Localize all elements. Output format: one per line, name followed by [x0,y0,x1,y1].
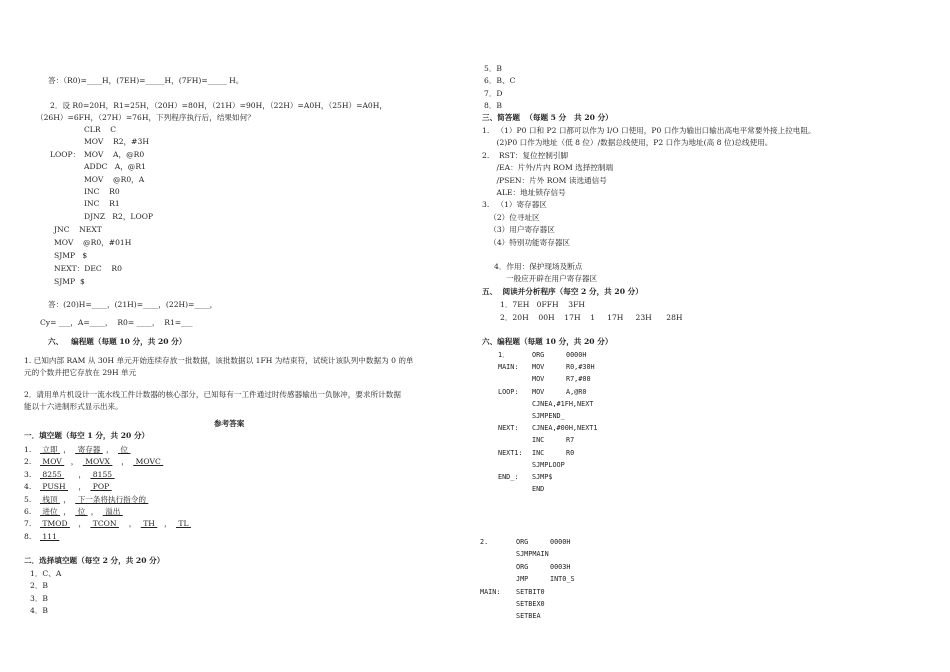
fill-answer-blank: 111 [40,531,60,541]
short-answer-line: （4）特别功能寄存器区 [482,237,571,247]
separator: ， [78,482,86,492]
fill-answer-blank: 8155 [90,469,115,479]
answer-line-1: 答：（R0)=____H，(7EH)=_____H，(7FH)=_____ H。 [48,76,244,85]
fill-answer-number: 2. [24,457,32,467]
program-1-line-1: 1. 已知内部 RAM 从 30H 单元开始连续存放一批数据，该批数据以 1FH 为结束符，试统计该队列中数据为 0 的单 [24,356,414,365]
fill-answer-number: 1. [24,445,32,454]
code-line: SJMP $ [54,277,85,286]
separator: ， [121,457,129,467]
choice-title: 二．选择填空题（每空 2 分，共 20 分） [24,556,165,565]
code-label: END_: [498,473,519,481]
fill-answer-blank: 下一条将执行指令的 [75,494,149,504]
code-arg: R0,#30H [566,363,595,372]
short-answer-line: 3. （1）寄存器区 [482,200,547,210]
code-arg: R7,#00 [566,375,591,384]
code-line: MOV @R0，A [84,174,145,184]
separator: ， [128,519,137,529]
code-label: MAIN: [498,363,519,372]
code-arg: R0 [566,448,575,457]
fill-answer-blank: 8255 [40,469,65,479]
reference-answers-title: 参考答案 [214,419,245,428]
fill-answer-blank: 位 [75,507,88,516]
code-label: NEXT: [498,424,519,433]
code-arg: INT0_S [550,575,575,584]
code-op: SETBEA [516,612,541,621]
short-answer-line: （2）位寻址区 [482,212,540,222]
separator: ， [63,494,71,504]
fill-answer-blank: 栈顶 [40,494,61,504]
fill-answer-blank: 进位 [40,507,61,516]
separator: ， [78,519,86,529]
choice-answer: 1．C、A [30,569,62,578]
code-op: CJNEA,#00H,NEXT1 [532,424,598,433]
choice-answer: 4．B [30,606,49,616]
code-op: SETBEX0 [516,600,545,608]
program-2-line-2: 能以十六进制形式显示出来。 [24,402,123,411]
code-line: MOV @R0，#01H [54,238,132,247]
fill-answer-blank: TL [176,519,191,529]
short-answer-line: ALE：地址锁存信号 [482,188,566,197]
fill-answer-blank: TMOD [40,519,70,529]
section-5-line-1: 1．7EH 0FFH 3FH [500,300,586,309]
short-answer-line: /PSEN：片外 ROM 读选通信号 [482,175,607,185]
separator: ， [164,519,172,529]
fill-answer-blank: MOVX [82,457,113,467]
question-2-line-2: （26H）=6FH，（27H）=76H，下列程序执行后，结果如何？ [36,113,255,122]
fill-answer-blank: 寄存器 [75,445,103,454]
code-line: DJNZ R2，LOOP [84,211,154,221]
fill-answer-number: 7. [24,519,32,529]
code-op: MOV [532,387,545,396]
choice-answer: 8．B [484,101,503,111]
code-label: NEXT1: [498,448,523,457]
code-label: 2. [480,538,489,546]
fill-answer-number: 8. [24,531,32,541]
choice-answer: 2．B [30,581,49,591]
code-op: INC [532,448,545,457]
code-op: MOV [532,375,545,384]
code-op: ORG [532,351,545,359]
fill-answer-blank: PUSH [40,482,69,492]
fill-answer-number: 5. [24,494,32,504]
fill-answer-number: 3. [24,469,32,479]
code-op: CJNEA,#1FH,NEXT [532,399,594,408]
short-answer-line: 1. （1）P0 口和 P2 口都可以作为 I/O 口使用，P0 口作为输出口输出高电平常要外接上拉电阻。 [482,126,816,135]
short-answer-title: 三、简答题 （每题 5 分 共 20 分） [482,113,613,122]
code-op: SJMP$ [532,473,553,481]
fill-answer-blank: POP [90,482,112,492]
separator: ， [90,507,99,516]
code-line: INC R0 [84,187,120,196]
code-line: NEXT：DEC R0 [54,264,122,273]
fill-answer-blank: 位 [118,445,131,454]
separator: ， [78,469,86,479]
code-line: JNC NEXT [54,225,102,234]
separator: ， [106,445,114,454]
code-label: MAIN: [480,587,501,596]
code-op: JMP [516,575,529,584]
code-op: MOV [532,363,545,372]
fill-answer-blank: MOVC [133,457,164,467]
code-line: INC R1 [84,199,120,209]
section-5-line-2: 2．20H 00H 17H 1 17H 23H 28H [500,313,683,322]
fill-answer-number: 6. [24,507,32,516]
program-2-line-1: 2．请用单片机设计一流水线工件计数器的核心部分，已知每有一工件通过时传感器输出一负脉冲，要求所计数据 [24,390,401,399]
short-answer-line: 2. RST：复位控制引脚 [482,150,569,160]
fill-answer-blank: 溢出 [102,507,123,516]
short-answer-4-line-2: 一般应开辟在用户寄存器区 [506,274,598,283]
choice-answer: 3．B [30,593,49,603]
section-6-title: 六、 编程题（每题 10 分，共 20 分） [48,337,187,346]
program-1-line-2: 元的个数并把它存放在 29H 单元 [24,368,137,377]
section-6-answer-title: 六、编程题（每题 10 分，共 20 分） [482,337,613,346]
code-line: ADDC A，@R1 [84,162,146,172]
choice-answer: 5．B [484,64,503,73]
code-op: SJMPMAIN [516,550,549,559]
separator: ， [63,445,71,454]
short-answer-line: /EA：片外/片内 ROM 选择控制端 [482,163,614,173]
short-answer-line: (2)P0 口作为地址（低 8 位）/数据总线使用，P2 口作为地址(高 8 位)总线使用。 [482,138,773,148]
code-op: SJMPLOOP [532,460,565,469]
code-arg: 0000H [550,538,571,546]
separator: ， [63,507,71,516]
code-arg: A,@R0 [566,387,587,396]
code-op: SJMPEND_ [532,412,565,420]
code-op: ORG [516,538,529,546]
code-arg: 0000H [566,351,587,359]
question-2-line-1: 2．设 R0=20H，R1=25H，（20H）=80H，（21H）=90H，（22H）=A0H，（25H）=A0H， [50,101,387,110]
code-line: MOV A，@R0 [84,149,145,159]
code-arg: 0003H [550,562,571,571]
fill-blank-title: 一．填空题（每空 1 分，共 20 分） [24,431,150,440]
code-line: CLR C [84,125,117,134]
short-answer-4-line-1: 4．作用：保护现场及断点 [494,262,583,271]
code-arg: R7 [566,436,575,445]
choice-answer: 7．D [484,88,503,98]
answer-line-3: Cy= ___，A=____， R0= ____， R1=___ [40,318,193,327]
answer-line-2: 答：(20)H=____，(21H)=____，(22H)=____， [48,300,218,309]
fill-answer-number: 4. [24,482,32,492]
code-line: MOV R2，#3H [84,137,149,147]
fill-answer-blank: 立即 [40,445,61,454]
short-answer-line: （3）用户寄存器区 [482,225,555,235]
code-line: SJMP $ [54,251,88,260]
fill-answer-blank: TH [140,519,158,529]
code-op: INC [532,436,545,445]
code-op: SETBIT0 [516,587,545,596]
fill-answer-blank: MOV [40,457,65,467]
code-label: LOOP： [50,149,81,159]
fill-answer-blank: TCON [90,519,119,529]
separator: ， [70,457,79,467]
code-op: ORG [516,562,529,571]
choice-answer: 6．B、C [484,76,516,86]
code-op: END [532,485,545,494]
section-5-title: 五、 阅读并分析程序（每空 2 分，共 20 分） [482,287,643,296]
code-label: 1． [498,351,509,359]
code-label: LOOP: [498,387,519,396]
